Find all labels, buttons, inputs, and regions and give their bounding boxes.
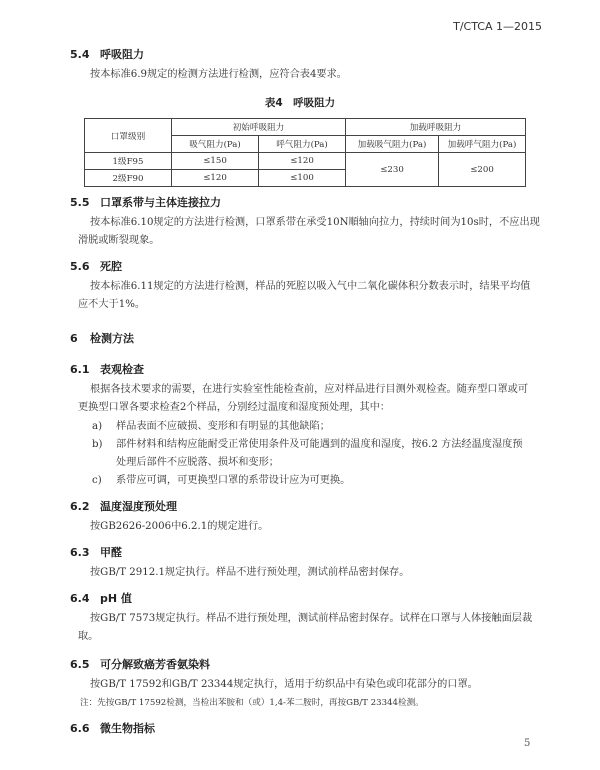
section-5-6-line-2: 应不大于1%。 bbox=[78, 299, 146, 310]
section-5-5-heading bbox=[70, 194, 221, 210]
section-6-1-heading bbox=[70, 361, 144, 377]
section-6-4-line-1: 按GB/T 7573规定执行。样品不进行预处理，测试前样品密封保存。试样在口罩与人体接触面层裁 bbox=[90, 613, 533, 624]
section-number: 5.5 bbox=[70, 196, 90, 209]
page-number: 5 bbox=[524, 738, 531, 749]
chapter-title: 检测方法 bbox=[90, 332, 134, 345]
header-loaded-inhale-resistance: 加载吸气阻力(Pa) bbox=[346, 136, 439, 153]
cell-exhale: ≤100 bbox=[259, 170, 346, 187]
section-title: 可分解致癌芳香氨染料 bbox=[100, 658, 210, 671]
section-6-5-heading bbox=[70, 656, 210, 672]
list-marker: a) bbox=[92, 421, 103, 432]
list-item bbox=[92, 472, 350, 490]
section-5-4-heading bbox=[70, 46, 144, 62]
header-initial-resistance: 初始呼吸阻力 bbox=[172, 119, 346, 136]
cell-exhale: ≤120 bbox=[259, 153, 346, 170]
section-6-5-paragraph: 按GB/T 17592和GB/T 23344规定执行，适用于纺织品中有染色或印花部分的口罩。 bbox=[90, 679, 478, 690]
cell-loaded-inhale: ≤230 bbox=[346, 153, 439, 187]
section-title: pH 值 bbox=[100, 592, 132, 605]
section-5-4-paragraph: 按本标准6.9规定的检测方法进行检测，应符合表4要求。 bbox=[90, 69, 347, 80]
section-number: 6.5 bbox=[70, 658, 90, 671]
list-item bbox=[92, 418, 330, 436]
section-number: 6.1 bbox=[70, 363, 90, 376]
document-code: T/CTCA 1—2015 bbox=[453, 20, 542, 33]
header-loaded-resistance: 加载呼吸阻力 bbox=[346, 119, 526, 136]
table-4-caption: 表4 呼吸阻力 bbox=[264, 97, 336, 109]
list-text: 部件材料和结构应能耐受正常使用条件及可能遇到的温度和湿度，按6.2 方法经温度湿度预 bbox=[116, 439, 523, 450]
cell-loaded-exhale: ≤200 bbox=[439, 153, 526, 187]
section-5-6-line-1: 按本标准6.11规定的方法进行检测，样品的死腔以吸入气中二氧化碳体积分数表示时，结果平均值 bbox=[90, 281, 531, 292]
section-6-4-heading bbox=[70, 590, 132, 606]
list-text: 系带应可调，可更换型口罩的系带设计应为可更换。 bbox=[116, 475, 351, 486]
list-item bbox=[92, 436, 523, 454]
section-6-3-paragraph: 按GB/T 2912.1规定执行。样品不进行预处理，测试前样品密封保存。 bbox=[90, 567, 410, 578]
section-6-2-heading bbox=[70, 498, 177, 514]
list-text: 样品表面不应破损、变形和有明显的其他缺陷； bbox=[116, 421, 330, 432]
list-marker: c) bbox=[92, 475, 102, 486]
section-number: 6.6 bbox=[70, 722, 90, 735]
section-5-5-line-2: 滑脱或断裂现象。 bbox=[78, 235, 160, 246]
section-6-4-line-2: 取。 bbox=[78, 631, 99, 642]
section-6-6-heading bbox=[70, 720, 155, 736]
chapter-number: 6 bbox=[70, 332, 78, 345]
section-5-5-line-1: 按本标准6.10规定的方法进行检测，口罩系带在承受10N順轴向拉力，持续时间为10s时，不应出现 bbox=[90, 217, 540, 228]
cell-inhale: ≤150 bbox=[172, 153, 259, 170]
section-title: 温度湿度预处理 bbox=[100, 500, 177, 513]
section-6-1-line-2: 更换型口罩各要求检查2个样品，分别经过温度和湿度预处理，其中： bbox=[78, 402, 391, 413]
section-title: 表观检查 bbox=[100, 363, 144, 376]
section-number: 5.4 bbox=[70, 48, 90, 61]
list-marker: b) bbox=[92, 439, 103, 450]
list-text: 处理后部件不应脱落、损坏和变形； bbox=[116, 457, 279, 468]
table-row bbox=[85, 153, 526, 170]
cell-grade: 1级F95 bbox=[85, 153, 172, 170]
section-6-2-paragraph: 按GB2626-2006中6.2.1的规定进行。 bbox=[90, 521, 269, 532]
header-inhale-resistance: 吸气阻力(Pa) bbox=[172, 136, 259, 153]
section-number: 6.2 bbox=[70, 500, 90, 513]
section-6-1-line-1: 根据各技术要求的需要，在进行实验室性能检查前，应对样品进行目测外观检查。随弃型口罩或可 bbox=[90, 384, 529, 395]
header-exhale-resistance: 呼气阻力(Pa) bbox=[259, 136, 346, 153]
section-title: 死腔 bbox=[100, 260, 122, 273]
header-loaded-exhale-resistance: 加载呼气阻力(Pa) bbox=[439, 136, 526, 153]
cell-inhale: ≤120 bbox=[172, 170, 259, 187]
section-title: 口罩系带与主体连接拉力 bbox=[100, 196, 221, 209]
section-5-6-heading bbox=[70, 258, 122, 274]
section-title: 微生物指标 bbox=[100, 722, 155, 735]
breathing-resistance-table bbox=[84, 118, 526, 187]
section-title: 甲醛 bbox=[100, 546, 122, 559]
list-item bbox=[92, 454, 279, 472]
section-6-5-note: 注：先按GB/T 17592检测，当检出苯胺和（或）1,4-苯二胺时，再按GB/T 23344检测。 bbox=[80, 698, 424, 708]
section-title: 呼吸阻力 bbox=[100, 48, 144, 61]
section-number: 6.4 bbox=[70, 592, 90, 605]
section-number: 6.3 bbox=[70, 546, 90, 559]
section-6-3-heading bbox=[70, 544, 122, 560]
header-mask-grade: 口罩级别 bbox=[85, 119, 172, 153]
section-number: 5.6 bbox=[70, 260, 90, 273]
chapter-6-heading bbox=[70, 330, 134, 346]
cell-grade: 2级F90 bbox=[85, 170, 172, 187]
